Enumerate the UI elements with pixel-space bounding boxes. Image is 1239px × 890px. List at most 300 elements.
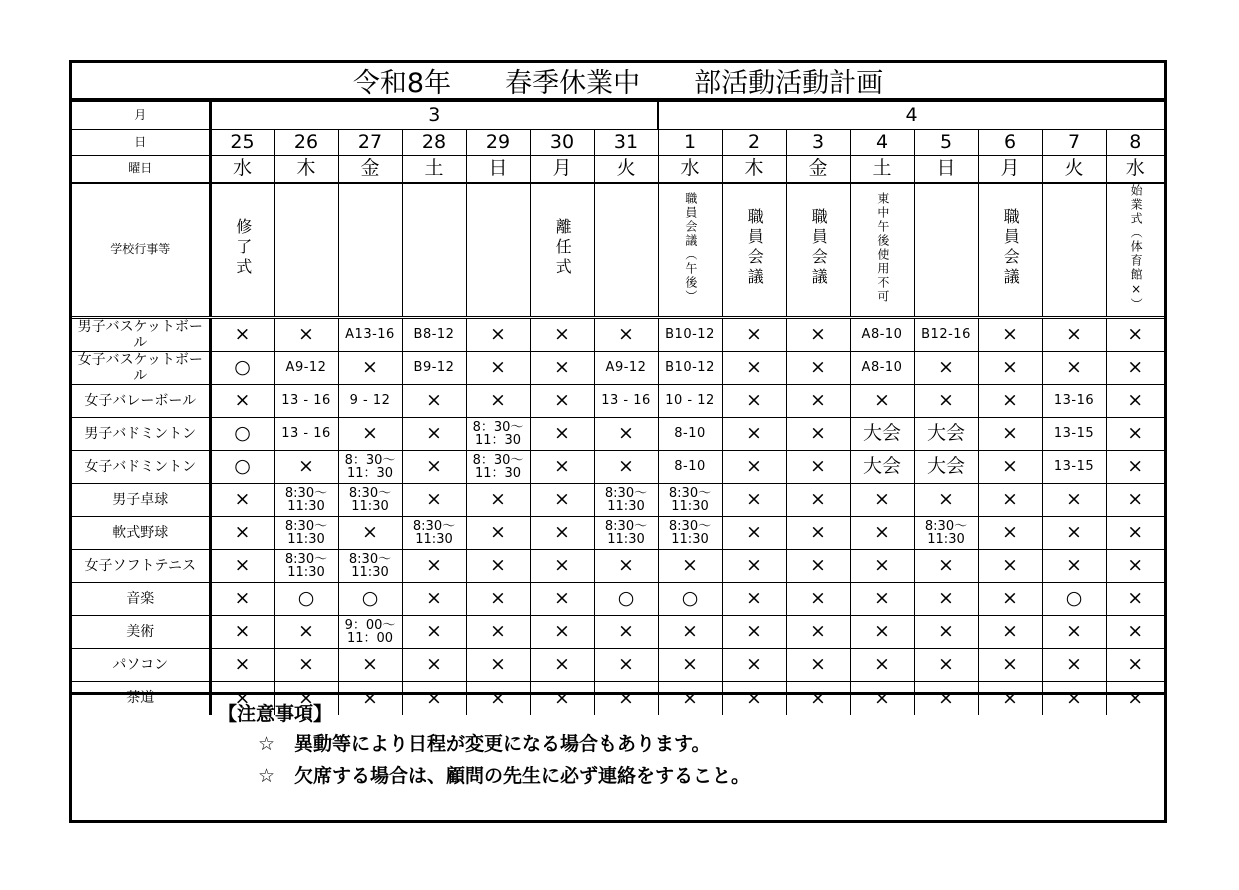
- weekday-cell: 金: [786, 156, 850, 183]
- weekday-cell: 火: [594, 156, 658, 183]
- schedule-cell: [338, 616, 402, 649]
- schedule-cell: ×: [466, 385, 530, 418]
- weekday-cell: 日: [466, 156, 530, 183]
- event-cell: [978, 183, 1042, 318]
- time-start: 8：30～: [472, 419, 524, 435]
- schedule-cell: [594, 517, 658, 550]
- schedule-cell: 13 - 16: [274, 418, 338, 451]
- day-cell: 31: [594, 130, 658, 156]
- schedule-cell: [338, 484, 402, 517]
- schedule-cell: ×: [914, 550, 978, 583]
- schedule-cell: B9-12: [402, 352, 466, 385]
- club-name: 男子バドミントン: [72, 418, 210, 451]
- schedule-cell: ×: [402, 550, 466, 583]
- schedule-cell: [338, 550, 402, 583]
- schedule-cell: ○: [210, 451, 274, 484]
- schedule-cell: [338, 451, 402, 484]
- schedule-cell: ×: [786, 352, 850, 385]
- schedule-cell: ×: [530, 385, 594, 418]
- schedule-cell: ×: [850, 616, 914, 649]
- schedule-cell: ×: [722, 517, 786, 550]
- schedule-cell: ×: [850, 682, 914, 715]
- notes-heading: 【注意事項】: [218, 703, 333, 725]
- schedule-cell: ×: [594, 649, 658, 682]
- schedule-cell: ×: [850, 517, 914, 550]
- schedule-cell: ×: [658, 616, 722, 649]
- club-name: 音楽: [72, 583, 210, 616]
- schedule-cell: B10-12: [658, 317, 722, 351]
- schedule-cell: ×: [978, 451, 1042, 484]
- schedule-sheet: [69, 60, 1167, 823]
- schedule-cell: ×: [658, 649, 722, 682]
- event-text: 離任式: [553, 217, 573, 278]
- schedule-cell: ×: [978, 484, 1042, 517]
- day-cell: 26: [274, 130, 338, 156]
- schedule-cell: ×: [466, 616, 530, 649]
- schedule-cell: ×: [786, 682, 850, 715]
- schedule-cell: ×: [1106, 484, 1164, 517]
- time-end: 11：30: [474, 466, 522, 482]
- weekday-cell: 木: [722, 156, 786, 183]
- schedule-cell: ×: [274, 649, 338, 682]
- schedule-cell: 大会: [914, 451, 978, 484]
- event-text: 職員会議: [809, 207, 829, 288]
- time-end: 11：30: [474, 433, 522, 449]
- note-item: ☆ 異動等により日程が変更になる場合もあります。: [258, 733, 711, 755]
- schedule-cell: [914, 517, 978, 550]
- schedule-cell: ×: [338, 517, 402, 550]
- day-cell: 8: [1106, 130, 1164, 156]
- event-text: 東中午後使用不可: [875, 191, 890, 304]
- time-range: [275, 553, 338, 580]
- club-name: 女子ソフトテニス: [72, 550, 210, 583]
- schedule-cell: ×: [402, 583, 466, 616]
- day-cell: 2: [722, 130, 786, 156]
- schedule-cell: ×: [978, 317, 1042, 351]
- schedule-cell: ×: [978, 649, 1042, 682]
- day-row: [72, 130, 1164, 156]
- weekday-cell: 金: [338, 156, 402, 183]
- schedule-cell: ×: [530, 682, 594, 715]
- schedule-cell: ×: [1106, 649, 1164, 682]
- event-cell: [914, 183, 978, 318]
- schedule-cell: 大会: [850, 418, 914, 451]
- time-start: 8:30～: [668, 485, 712, 501]
- event-cell: [1042, 183, 1106, 318]
- schedule-cell: ×: [1106, 352, 1164, 385]
- event-cell: [722, 183, 786, 318]
- schedule-cell: [274, 550, 338, 583]
- time-start: 8:30～: [924, 518, 968, 534]
- event-row: [72, 183, 1164, 318]
- club-name: 女子バスケットボール: [72, 352, 210, 385]
- notes-section: [72, 692, 1164, 820]
- weekday-cell: 月: [530, 156, 594, 183]
- schedule-cell: ×: [1106, 616, 1164, 649]
- schedule-cell: ×: [722, 616, 786, 649]
- schedule-cell: ×: [722, 385, 786, 418]
- time-end: 11:30: [351, 499, 389, 515]
- schedule-cell: 13 - 16: [274, 385, 338, 418]
- schedule-cell: ×: [402, 451, 466, 484]
- weekday-cell: 木: [274, 156, 338, 183]
- day-cell: 6: [978, 130, 1042, 156]
- schedule-cell: ×: [914, 583, 978, 616]
- weekday-cell: 水: [210, 156, 274, 183]
- club-row: [72, 418, 1164, 451]
- weekday-cell: 日: [914, 156, 978, 183]
- day-cell: 1: [658, 130, 722, 156]
- event-cell: [850, 183, 914, 318]
- time-start: 8:30～: [348, 485, 392, 501]
- schedule-cell: ×: [338, 649, 402, 682]
- time-range: [339, 619, 402, 646]
- schedule-cell: ×: [1106, 682, 1164, 715]
- schedule-cell: ×: [722, 352, 786, 385]
- schedule-cell: ×: [722, 317, 786, 351]
- schedule-cell: ×: [466, 317, 530, 351]
- schedule-cell: ×: [274, 616, 338, 649]
- weekday-cell: 土: [850, 156, 914, 183]
- schedule-cell: ×: [1106, 451, 1164, 484]
- schedule-cell: 大会: [914, 418, 978, 451]
- time-range: [275, 487, 338, 514]
- month-cell: 4: [658, 102, 1164, 130]
- time-start: 8:30～: [284, 485, 328, 501]
- event-cell: [786, 183, 850, 318]
- time-end: 11:30: [287, 565, 325, 581]
- schedule-cell: ×: [530, 583, 594, 616]
- schedule-cell: ×: [786, 583, 850, 616]
- schedule-cell: ×: [466, 550, 530, 583]
- time-end: 11:30: [287, 532, 325, 548]
- schedule-cell: ×: [530, 352, 594, 385]
- schedule-cell: ×: [978, 352, 1042, 385]
- time-start: 8:30～: [412, 518, 456, 534]
- schedule-cell: 13 - 16: [594, 385, 658, 418]
- time-end: 11:30: [671, 499, 709, 515]
- schedule-cell: ×: [786, 317, 850, 351]
- event-label: 学校行事等: [72, 183, 210, 318]
- time-end: 11：30: [346, 466, 394, 482]
- schedule-cell: ×: [722, 451, 786, 484]
- schedule-cell: ×: [978, 418, 1042, 451]
- event-text: 職員会議: [1001, 207, 1021, 288]
- schedule-cell: A8-10: [850, 352, 914, 385]
- schedule-cell: ×: [850, 385, 914, 418]
- weekday-cell: 月: [978, 156, 1042, 183]
- time-range: [595, 520, 658, 547]
- time-range: [339, 553, 402, 580]
- schedule-cell: ×: [1042, 317, 1106, 351]
- schedule-cell: ○: [210, 352, 274, 385]
- schedule-cell: ×: [466, 517, 530, 550]
- schedule-cell: ×: [338, 352, 402, 385]
- schedule-cell: ×: [402, 418, 466, 451]
- event-text: 始業式（体育館×）: [1129, 183, 1144, 312]
- event-text: 職員会議: [745, 207, 765, 288]
- page-title: 令和8年 春季休業中 部活動活動計画: [72, 63, 1164, 101]
- schedule-cell: ×: [658, 550, 722, 583]
- schedule-cell: ×: [210, 616, 274, 649]
- day-cell: 29: [466, 130, 530, 156]
- schedule-cell: ×: [722, 682, 786, 715]
- club-name: 男子卓球: [72, 484, 210, 517]
- club-row: [72, 385, 1164, 418]
- time-start: 8:30～: [348, 551, 392, 567]
- schedule-cell: ×: [530, 418, 594, 451]
- schedule-cell: [466, 451, 530, 484]
- schedule-cell: ×: [338, 418, 402, 451]
- schedule-cell: ×: [210, 682, 274, 715]
- club-row: [72, 352, 1164, 385]
- time-range: [595, 487, 658, 514]
- weekday-cell: 土: [402, 156, 466, 183]
- time-start: 8：30～: [344, 452, 396, 468]
- schedule-cell: ○: [658, 583, 722, 616]
- event-cell: [210, 183, 274, 318]
- schedule-cell: ×: [594, 451, 658, 484]
- schedule-cell: ×: [210, 583, 274, 616]
- time-start: 8:30～: [604, 518, 648, 534]
- schedule-cell: A13-16: [338, 317, 402, 351]
- time-end: 11:30: [287, 499, 325, 515]
- month-label: 月: [72, 102, 210, 130]
- event-cell: [1106, 183, 1164, 318]
- schedule-cell: ×: [850, 583, 914, 616]
- schedule-cell: ×: [978, 385, 1042, 418]
- event-text: 修了式: [233, 217, 253, 278]
- schedule-cell: ×: [530, 484, 594, 517]
- schedule-cell: ○: [210, 418, 274, 451]
- schedule-cell: A8-10: [850, 317, 914, 351]
- schedule-cell: ×: [786, 484, 850, 517]
- schedule-cell: ×: [210, 517, 274, 550]
- club-name: 茶道: [72, 682, 210, 715]
- schedule-cell: ×: [594, 682, 658, 715]
- club-name: パソコン: [72, 649, 210, 682]
- schedule-cell: ×: [530, 550, 594, 583]
- schedule-cell: B12-16: [914, 317, 978, 351]
- day-cell: 4: [850, 130, 914, 156]
- time-end: 11:30: [607, 499, 645, 515]
- schedule-cell: 8-10: [658, 451, 722, 484]
- club-row: [72, 517, 1164, 550]
- schedule-cell: ×: [530, 616, 594, 649]
- schedule-cell: ×: [594, 616, 658, 649]
- schedule-cell: ×: [530, 451, 594, 484]
- time-range: [659, 520, 722, 547]
- schedule-cell: ×: [914, 385, 978, 418]
- schedule-cell: ○: [274, 583, 338, 616]
- schedule-cell: ×: [338, 682, 402, 715]
- schedule-cell: ×: [786, 616, 850, 649]
- time-range: [275, 520, 338, 547]
- schedule-cell: ×: [530, 317, 594, 351]
- event-cell: [658, 183, 722, 318]
- schedule-cell: A9-12: [594, 352, 658, 385]
- schedule-cell: ×: [210, 649, 274, 682]
- schedule-cell: B8-12: [402, 317, 466, 351]
- weekday-label: 曜日: [72, 156, 210, 183]
- event-cell: [402, 183, 466, 318]
- schedule-cell: [658, 484, 722, 517]
- schedule-cell: 13-15: [1042, 451, 1106, 484]
- schedule-cell: ×: [850, 484, 914, 517]
- schedule-cell: ×: [402, 385, 466, 418]
- schedule-cell: ×: [786, 649, 850, 682]
- day-cell: 3: [786, 130, 850, 156]
- event-cell: [274, 183, 338, 318]
- schedule-cell: 大会: [850, 451, 914, 484]
- note-item: ☆ 欠席する場合は、顧問の先生に必ず連絡をすること。: [258, 765, 751, 787]
- schedule-cell: [658, 517, 722, 550]
- schedule-cell: ×: [978, 682, 1042, 715]
- schedule-cell: 8-10: [658, 418, 722, 451]
- schedule-cell: ×: [402, 616, 466, 649]
- club-row: [72, 616, 1164, 649]
- schedule-cell: ×: [594, 317, 658, 351]
- club-name: 軟式野球: [72, 517, 210, 550]
- weekday-row: [72, 156, 1164, 183]
- schedule-cell: ×: [1042, 682, 1106, 715]
- club-row: [72, 484, 1164, 517]
- schedule-cell: A9-12: [274, 352, 338, 385]
- weekday-cell: 水: [658, 156, 722, 183]
- schedule-cell: ×: [722, 484, 786, 517]
- schedule-cell: ×: [210, 385, 274, 418]
- schedule-cell: 13-15: [1042, 418, 1106, 451]
- schedule-cell: ×: [274, 682, 338, 715]
- schedule-cell: ×: [786, 517, 850, 550]
- schedule-cell: ×: [722, 583, 786, 616]
- schedule-cell: ×: [402, 649, 466, 682]
- event-text: 職員会議（午後）: [683, 191, 698, 304]
- time-end: 11:30: [927, 532, 965, 548]
- schedule-cell: 13-16: [1042, 385, 1106, 418]
- day-cell: 25: [210, 130, 274, 156]
- schedule-cell: ×: [594, 418, 658, 451]
- club-name: 女子バレーボール: [72, 385, 210, 418]
- schedule-cell: ×: [466, 583, 530, 616]
- schedule-cell: ×: [914, 484, 978, 517]
- schedule-cell: ○: [594, 583, 658, 616]
- schedule-cell: ×: [530, 649, 594, 682]
- schedule-cell: ×: [210, 484, 274, 517]
- schedule-cell: ×: [210, 317, 274, 351]
- month-row: [72, 102, 1164, 130]
- schedule-table: [72, 101, 1164, 715]
- club-name: 女子バドミントン: [72, 451, 210, 484]
- time-start: 9：00～: [344, 617, 396, 633]
- time-end: 11：00: [346, 631, 394, 647]
- schedule-cell: ×: [274, 451, 338, 484]
- schedule-cell: [274, 484, 338, 517]
- time-range: [339, 487, 402, 514]
- schedule-cell: ×: [594, 550, 658, 583]
- day-cell: 27: [338, 130, 402, 156]
- time-range: [467, 454, 530, 481]
- club-row: [72, 583, 1164, 616]
- event-cell: [466, 183, 530, 318]
- month-cell: 3: [210, 102, 658, 130]
- schedule-cell: ×: [722, 649, 786, 682]
- schedule-cell: ×: [850, 550, 914, 583]
- time-end: 11:30: [671, 532, 709, 548]
- schedule-cell: ×: [978, 517, 1042, 550]
- time-start: 8:30～: [604, 485, 648, 501]
- schedule-cell: ×: [466, 484, 530, 517]
- schedule-cell: ×: [786, 451, 850, 484]
- schedule-cell: ×: [1106, 317, 1164, 351]
- club-name: 男子バスケットボール: [72, 317, 210, 351]
- schedule-cell: ×: [786, 550, 850, 583]
- schedule-cell: ×: [1042, 616, 1106, 649]
- time-range: [915, 520, 978, 547]
- time-end: 11:30: [351, 565, 389, 581]
- schedule-cell: ×: [914, 682, 978, 715]
- club-name: 美術: [72, 616, 210, 649]
- club-row: [72, 550, 1164, 583]
- time-end: 11:30: [607, 532, 645, 548]
- event-cell: [594, 183, 658, 318]
- schedule-cell: ×: [786, 418, 850, 451]
- schedule-cell: ×: [978, 550, 1042, 583]
- day-cell: 28: [402, 130, 466, 156]
- schedule-cell: ×: [722, 418, 786, 451]
- day-cell: 5: [914, 130, 978, 156]
- schedule-cell: ×: [1042, 517, 1106, 550]
- time-start: 8:30～: [284, 518, 328, 534]
- schedule-cell: [466, 418, 530, 451]
- schedule-cell: ○: [1042, 583, 1106, 616]
- schedule-cell: ×: [530, 517, 594, 550]
- schedule-cell: ×: [466, 682, 530, 715]
- schedule-cell: 10 - 12: [658, 385, 722, 418]
- time-range: [339, 454, 402, 481]
- schedule-cell: [402, 517, 466, 550]
- schedule-cell: 9 - 12: [338, 385, 402, 418]
- schedule-cell: ×: [1042, 352, 1106, 385]
- schedule-cell: ×: [210, 550, 274, 583]
- schedule-cell: ×: [978, 583, 1042, 616]
- schedule-cell: ×: [978, 616, 1042, 649]
- schedule-cell: ×: [1042, 484, 1106, 517]
- day-cell: 7: [1042, 130, 1106, 156]
- time-range: [403, 520, 466, 547]
- schedule-cell: [274, 517, 338, 550]
- schedule-cell: ○: [338, 583, 402, 616]
- schedule-cell: ×: [914, 352, 978, 385]
- club-row: [72, 649, 1164, 682]
- schedule-cell: ×: [722, 550, 786, 583]
- schedule-cell: ×: [274, 317, 338, 351]
- club-row: [72, 451, 1164, 484]
- schedule-cell: ×: [1106, 583, 1164, 616]
- schedule-cell: ×: [402, 484, 466, 517]
- schedule-cell: ×: [1106, 418, 1164, 451]
- schedule-cell: ×: [658, 682, 722, 715]
- schedule-cell: ×: [466, 649, 530, 682]
- event-cell: [530, 183, 594, 318]
- schedule-cell: ×: [466, 352, 530, 385]
- schedule-cell: ×: [850, 649, 914, 682]
- weekday-cell: 水: [1106, 156, 1164, 183]
- day-label: 日: [72, 130, 210, 156]
- schedule-cell: ×: [1106, 517, 1164, 550]
- schedule-cell: ×: [786, 385, 850, 418]
- schedule-cell: ×: [914, 649, 978, 682]
